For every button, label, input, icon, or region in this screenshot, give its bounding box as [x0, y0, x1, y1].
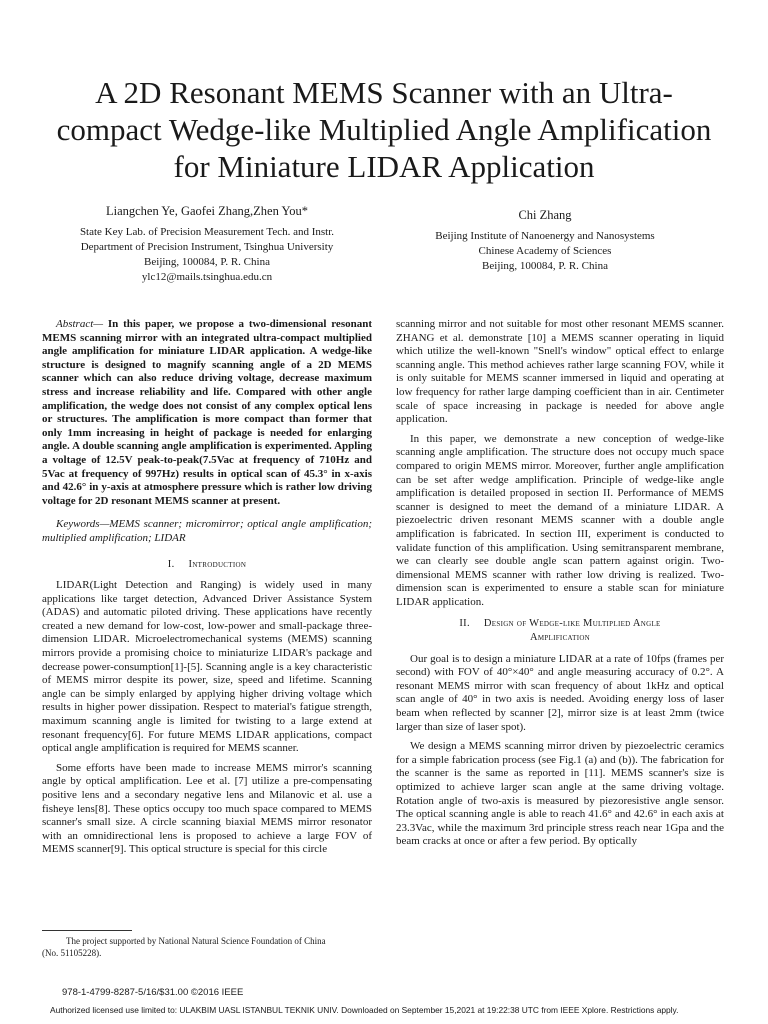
footnote-line: The project supported by National Natural Science Foundation of China [66, 936, 326, 946]
author-block-right [390, 208, 700, 274]
title-line: A 2D Resonant MEMS Scanner with an Ultra- [95, 75, 673, 110]
author-address: Beijing, 100084, P. R. China [144, 256, 270, 268]
body-paragraph: Our goal is to design a miniature LIDAR at a rate of 10fps (frames per second) with FOV of 40°×40° and angle measuring accuracy of 0.2°. A resonant MEMS mirror with scan frequency of about 1kHz and optical scan angle of 40° in two axis is needed. Avoiding energy loss of laser beam when reflected by scanner [2], mirror size is at least 2mm (twice larger than size of laser spot). [396, 652, 724, 733]
left-column [42, 318, 372, 863]
title-line: for Miniature LIDAR Application [173, 149, 595, 184]
section-title-continued: Amplification [529, 632, 591, 644]
body-paragraph: LIDAR(Light Detection and Ranging) is widely used in many applications like target detection, Advanced Driver Assistance System (ADAS) and automatic piloted driving. These applications have recently created a new demand for low-cost, low-power and small-package three-dimension LIDAR. Microelectromechanical systems (MEMS) scanning mirrors provide a promising choice to miniaturize LIDAR's package and decrease power-consumption[1]-[5]. Scanning angle is a key characteristic of MEMS mirror despite its power, size, speed and lifetime. Scanning angle can be simply enlarged by applying higher driving voltage which results in higher power dissipation. Respect to material's fatigue strength, maximum scanning angle is limited for twisting to a large extend at resonant frequency[6]. For future MEMS LIDAR applications, compact optical angle amplification is required for MEMS scanner. [42, 579, 372, 755]
author-address: Beijing, 100084, P. R. China [482, 260, 608, 272]
section-heading-introduction [42, 558, 372, 572]
footnote-divider [42, 930, 132, 931]
section-number: I. [167, 558, 175, 570]
abstract [42, 318, 372, 508]
author-affiliation-institute: Beijing Institute of Nanoenergy and Nanosystems [435, 230, 655, 242]
abstract-label: Abstract— [56, 318, 104, 330]
title-line: compact Wedge-like Multiplied Angle Amplification [56, 112, 712, 147]
body-paragraph: We design a MEMS scanning mirror driven by piezoelectric ceramics for a simple fabrication process (see Fig.1 (a) and (b)). The fabrication for the scanner is the same as reported in [11]. MEMS scanner's size is optimized to achieve larger scan angle at the same driving voltage. Rotation angle of two-axis is measured by piezoresistive angle sensor. The optical scanning angle is able to reach 41.6° and 42.6° in each axis at 23.3Vac, while the maximum 3rd principle stress reach near 1Gpa and the beam cracks at once or after a few period. By optically [396, 740, 724, 848]
author-email: ylc12@mails.tsinghua.edu.cn [141, 271, 273, 283]
section-heading-design [396, 617, 724, 644]
section-number: II. [459, 618, 470, 630]
footnote-line: (No. 51105228). [42, 948, 102, 958]
author-affiliation-lab: State Key Lab. of Precision Measurement Tech. and Instr. [79, 226, 335, 238]
keywords: Keywords—MEMS scanner; micromirror; optical angle amplification; multiplied amplification; LIDAR [42, 518, 372, 544]
copyright-notice: 978-1-4799-8287-5/16/$31.00 ©2016 IEEE [62, 987, 244, 998]
footnote [42, 935, 372, 959]
body-paragraph: In this paper, we demonstrate a new conception of wedge-like scanning angle amplification. The structure does not occupy much space compared to origin MEMS mirror. Moreover, further angle amplification can be set after wedge amplification. Principle of wedge-like angle amplification is detailed proposed in section II. Performance of MEMS scanner is designed to meet the demand of a miniature LIDAR. A piezoelectric driven resonant MEMS scanner with a double angle amplification is fabricated. In section III, experiment is conducted to validate function of this amplification. Using semitransparent membrane, we can clearly see double angle scan pattern against origin. Two-dimensional MEMS scanner with rather low driving is realized. Two-dimension scan is experimented to ensure a stable scan for miniature LIDAR application. [396, 432, 724, 608]
author-affiliation-academy: Chinese Academy of Sciences [478, 245, 612, 257]
license-notice: Authorized licensed use limited to: ULAKBIM UASL ISTANBUL TEKNIK UNIV. Downloaded on September 15,2021 at 19:22:38 UTC from IEEE Xplore. Restrictions apply. [50, 1005, 679, 1015]
right-column [396, 318, 724, 855]
body-paragraph: Some efforts have been made to increase MEMS mirror's scanning angle by optical amplification. Lee et al. [7] utilize a pre-compensating positive lens and a secondary negative lens and Milanovic et al. use a fisheye lens[8]. These optics occupy too much space compared to MEMS scanner's small size. A circle scanning biaxial MEMS mirror resonator with an omnidirectional lens is proposed to achieve a large FOV of MEMS scanner[9]. This optical structure is special for this circle [42, 761, 372, 856]
abstract-text: In this paper, we propose a two-dimensional resonant MEMS scanning mirror with an integrated ultra-compact multiplied angle amplification for miniature LIDAR application. A wedge-like structure is designed to magnify scanning angle of a 2D MEMS scanner which can also reduce driving voltage, decrease maximum stress and increase reliability and life. Compared with other angle amplification, the wedge does not consist of any complex optical lens or structures. The amplification is more compact than former that only 1mm increasing in height of package is needed for enlarging angle. A double scanning angle amplification is experimented. Appling a voltage of 12.5V peak-to-peak(7.5Vac at frequency of 710Hz and 5Vac at frequency of 997Hz) results in optical scan of 45.3° in x-axis and 42.6° in y-axis at atmosphere pressure which is rather low driving voltage for 2D resonant MEMS scanner at present. [42, 318, 372, 507]
section-title: Design of Wedge-like Multiplied Angle [483, 618, 661, 630]
body-paragraph: scanning mirror and not suitable for most other resonant MEMS scanner. ZHANG et al. demonstrate [10] a MEMS scanner operating in liquid which utilize the well-known "Snell's window" optical effect to enlarge scanning angle. This method achieves rather large scanning FOV, while it is only suitable for MEMS scanner immersed in liquid and operating at low frequency for rather large damping coefficient than in air. Centimeter scale of space increasing in package is needed for above angle application. [396, 318, 724, 426]
author-block-left [42, 204, 372, 285]
author-names: Chi Zhang [518, 208, 572, 222]
author-names: Liangchen Ye, Gaofei Zhang,Zhen You* [105, 204, 309, 218]
author-affiliation-department: Department of Precision Instrument, Tsinghua University [80, 241, 334, 253]
section-title: Introduction [188, 558, 247, 570]
paper-title [40, 74, 728, 185]
